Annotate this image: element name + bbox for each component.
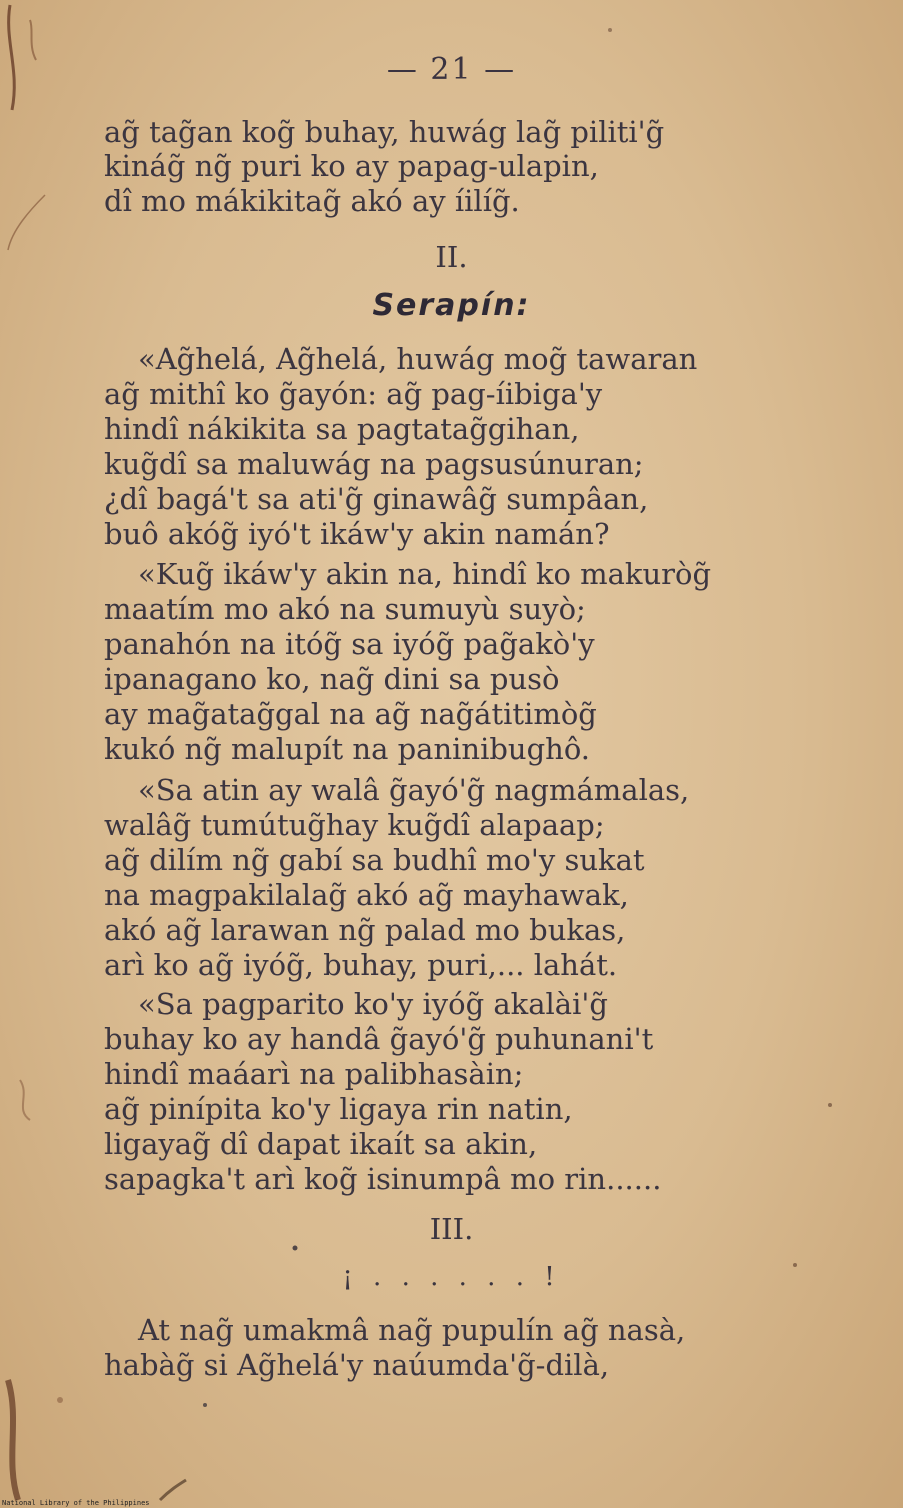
section-heading-2: II. <box>435 240 468 274</box>
verse-line: panahón na itóg̃ sa iyóg̃ pag̃akò'y <box>104 627 595 661</box>
verse-line: ligayag̃ dî dapat ikaít sa akin, <box>104 1127 538 1161</box>
section-heading-3: III. <box>429 1212 474 1246</box>
verse-line: At nag̃ umakmâ nag̃ pupulín ag̃ nasà, <box>138 1313 686 1347</box>
verse-line: hindî maáarì na palibhasàin; <box>104 1057 524 1091</box>
verse-line: ay mag̃atag̃gal na ag̃ nag̃átitimòg̃ <box>104 697 597 731</box>
verse-line: kukó ng̃ malupít na paninibughô. <box>104 732 591 766</box>
verse-line: kug̃dî sa maluwág na pagsusúnuran; <box>104 447 644 481</box>
page-number: — 21 — <box>386 52 517 87</box>
verse-line: buô akóg̃ iyó't ikáw'y akin namán? <box>104 517 610 551</box>
verse-line: «Sa pagparito ko'y iyóg̃ akalài'g̃ <box>138 987 608 1021</box>
verse-line: kinág̃ ng̃ puri ko ay papag-ulapin, <box>104 149 599 183</box>
verse-line: ag̃ dilím ng̃ gabí sa budhî mo'y sukat <box>104 843 645 877</box>
verse-line: ag̃ mithî ko g̃ayón: ag̃ pag-íibiga'y <box>104 377 603 411</box>
verse-line: sapagka't arì kog̃ isinumpâ mo rin...... <box>104 1162 662 1196</box>
verse-line: akó ag̃ larawan ng̃ palad mo bukas, <box>104 913 626 947</box>
verse-line: «Ag̃helá, Ag̃helá, huwág mog̃ tawaran <box>138 342 698 376</box>
verse-line: buhay ko ay handâ g̃ayó'g̃ puhunani't <box>104 1022 654 1056</box>
verse-line: maatím mo akó na sumuyù suyò; <box>104 592 586 626</box>
library-footer: National Library of the Philippines <box>2 1499 150 1507</box>
verse-line: ipanagano ko, nag̃ dini sa pusò <box>104 662 560 696</box>
verse-line: hindî nákikita sa pagtatag̃gihan, <box>104 412 580 446</box>
exclamation-line: ¡ . . . . . . ! <box>342 1262 561 1292</box>
verse-line: walâg̃ tumútug̃hay kug̃dî alapaap; <box>104 808 605 842</box>
verse-line: «Sa atin ay walâ g̃ayó'g̃ nagmámalas, <box>138 773 690 807</box>
verse-line: ag̃ tag̃an kog̃ buhay, huwág lag̃ piliti'g̃ <box>104 115 665 149</box>
verse-line: «Kug̃ ikáw'y akin na, hindî ko makuròg̃ <box>138 557 712 591</box>
speaker-name: Serapín: <box>372 288 531 323</box>
verse-line: ¿dî bagá't sa ati'g̃ ginawâg̃ sumpâan, <box>104 482 649 516</box>
verse-line: na magpakilalag̃ akó ag̃ mayhawak, <box>104 878 629 912</box>
verse-line: ag̃ pinípita ko'y ligaya rin natin, <box>104 1092 573 1126</box>
verse-line: habàg̃ si Ag̃helá'y naúumda'g̃-dilà, <box>104 1348 610 1382</box>
verse-line: arì ko ag̃ iyóg̃, buhay, puri,... lahát. <box>104 948 618 982</box>
verse-line: dî mo mákikitag̃ akó ay íilíg̃. <box>104 184 520 218</box>
